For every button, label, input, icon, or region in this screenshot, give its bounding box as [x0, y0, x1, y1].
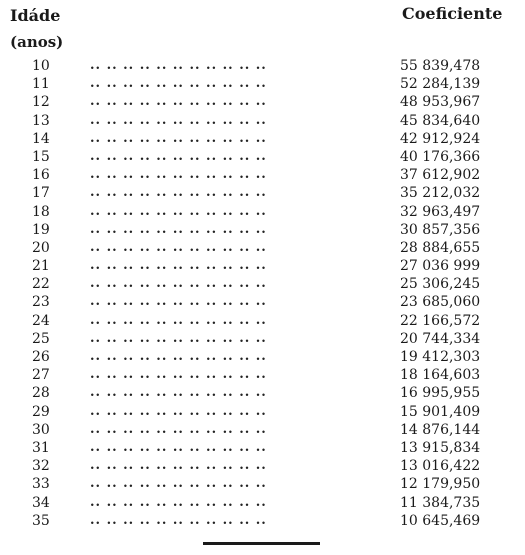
- coefficient-value: 10 645,469: [400, 512, 481, 529]
- dot-leader: .. .. .. .. .. .. .. .. .. .. ..: [90, 58, 267, 73]
- age-value: 34: [32, 494, 50, 511]
- age-value: 20: [32, 239, 50, 256]
- table-row: [0, 148, 525, 166]
- dot-leader: .. .. .. .. .. .. .. .. .. .. ..: [90, 385, 267, 401]
- dot-leader: .. .. .. .. .. .. .. .. .. .. ..: [90, 148, 267, 164]
- age-value: 33: [32, 476, 50, 493]
- coefficient-value: 15 901,409: [400, 403, 481, 420]
- table-row: [0, 203, 525, 221]
- dot-leader: .. .. .. .. .. .. .. .. .. .. ..: [90, 421, 267, 437]
- age-value: 25: [32, 330, 50, 347]
- closing-rule: [203, 542, 320, 545]
- coefficient-value: 28 884,655: [400, 239, 481, 256]
- coefficient-value: 35 212,032: [400, 185, 481, 202]
- age-value: 19: [32, 221, 50, 238]
- coefficient-value: 40 176,366: [400, 148, 481, 165]
- dot-leader: .. .. .. .. .. .. .. .. .. .. ..: [90, 476, 267, 492]
- coefficient-value: 37 612,902: [400, 167, 481, 184]
- table-row: [0, 330, 525, 348]
- table-row: [0, 221, 525, 239]
- coefficient-value: 45 834,640: [400, 112, 481, 129]
- age-value: 18: [32, 203, 50, 220]
- age-column-header: Idáde: [10, 6, 61, 25]
- dot-leader: .. .. .. .. .. .. .. .. .. .. ..: [90, 76, 267, 92]
- table-row: [0, 130, 525, 148]
- age-value: 24: [32, 312, 50, 329]
- table-row: [0, 475, 525, 493]
- coefficient-value: 42 912,924: [400, 130, 481, 147]
- dot-leader: .. .. .. .. .. .. .. .. .. .. ..: [90, 167, 267, 183]
- coefficient-value: 11 384,735: [400, 494, 481, 511]
- dot-leader: .. .. .. .. .. .. .. .. .. .. ..: [90, 330, 267, 346]
- table-row: [0, 57, 525, 75]
- table-row: [0, 457, 525, 475]
- table-row: [0, 348, 525, 366]
- dot-leader: .. .. .. .. .. .. .. .. .. .. ..: [90, 294, 267, 310]
- coefficient-value: 13 016,422: [400, 458, 481, 475]
- age-unit-label: (anos): [10, 33, 64, 51]
- age-value: 30: [32, 421, 50, 438]
- coefficient-value: 20 744,334: [400, 330, 481, 347]
- coefficient-value: 14 876,144: [400, 421, 481, 438]
- age-value: 15: [32, 148, 50, 165]
- table-row: [0, 439, 525, 457]
- table-row: [0, 421, 525, 439]
- coefficient-value: 27 036 999: [400, 258, 481, 275]
- age-value: 35: [32, 512, 50, 529]
- table-row: [0, 293, 525, 311]
- table-row: [0, 239, 525, 257]
- coefficient-value: 13 915,834: [400, 439, 481, 456]
- coefficient-value: 52 284,139: [400, 76, 481, 93]
- coefficient-value: 19 412,303: [400, 349, 481, 365]
- table-row: [0, 403, 525, 421]
- dot-leader: .. .. .. .. .. .. .. .. .. .. ..: [90, 239, 267, 255]
- age-value: 11: [32, 76, 50, 93]
- dot-leader: .. .. .. .. .. .. .. .. .. .. ..: [90, 130, 267, 146]
- dot-leader: .. .. .. .. .. .. .. .. .. .. ..: [90, 458, 267, 474]
- coefficient-value: 16 995,955: [400, 385, 481, 402]
- age-value: 14: [32, 130, 50, 147]
- table-row: [0, 257, 525, 275]
- table-row: [0, 166, 525, 184]
- dot-leader: .. .. .. .. .. .. .. .. .. .. ..: [90, 367, 267, 383]
- coefficient-value: 12 179,950: [400, 476, 481, 493]
- dot-leader: .. .. .. .. .. .. .. .. .. .. ..: [90, 403, 267, 419]
- dot-leader: .. .. .. .. .. .. .. .. .. .. ..: [90, 349, 267, 364]
- dot-leader: .. .. .. .. .. .. .. .. .. .. ..: [90, 512, 267, 528]
- age-value: 13: [32, 112, 50, 129]
- age-value: 32: [32, 458, 50, 475]
- coefficient-value: 48 953,967: [400, 94, 481, 111]
- table-row: [0, 366, 525, 384]
- table-row: [0, 494, 525, 512]
- coefficient-value: 23 685,060: [400, 294, 481, 311]
- coefficient-column-header: Coeficiente: [402, 4, 503, 23]
- dot-leader: .. .. .. .. .. .. .. .. .. .. ..: [90, 221, 267, 237]
- age-value: 26: [32, 349, 50, 365]
- table-row: [0, 75, 525, 93]
- table-row: [0, 93, 525, 111]
- table-row: [0, 112, 525, 130]
- coefficient-value: 32 963,497: [400, 203, 481, 220]
- age-value: 16: [32, 167, 50, 184]
- coefficient-value: 30 857,356: [400, 221, 481, 238]
- table-row: [0, 312, 525, 330]
- dot-leader: .. .. .. .. .. .. .. .. .. .. ..: [90, 203, 267, 219]
- coefficient-table: [0, 57, 525, 530]
- table-row: [0, 275, 525, 293]
- age-value: 23: [32, 294, 50, 311]
- age-value: 10: [32, 58, 50, 74]
- dot-leader: .. .. .. .. .. .. .. .. .. .. ..: [90, 494, 267, 510]
- age-value: 22: [32, 276, 50, 293]
- dot-leader: .. .. .. .. .. .. .. .. .. .. ..: [90, 439, 267, 455]
- table-row: [0, 384, 525, 402]
- age-value: 31: [32, 439, 50, 456]
- age-value: 29: [32, 403, 50, 420]
- dot-leader: .. .. .. .. .. .. .. .. .. .. ..: [90, 276, 267, 292]
- age-value: 27: [32, 367, 50, 384]
- coefficient-value: 55 839,478: [400, 58, 481, 74]
- age-value: 21: [32, 258, 50, 275]
- age-value: 12: [32, 94, 50, 111]
- coefficient-value: 22 166,572: [400, 312, 481, 329]
- table-row: [0, 184, 525, 202]
- table-row: [0, 512, 525, 530]
- coefficient-value: 25 306,245: [400, 276, 481, 293]
- dot-leader: .. .. .. .. .. .. .. .. .. .. ..: [90, 258, 267, 274]
- dot-leader: .. .. .. .. .. .. .. .. .. .. ..: [90, 94, 267, 110]
- coefficient-value: 18 164,603: [400, 367, 481, 384]
- age-value: 28: [32, 385, 50, 402]
- dot-leader: .. .. .. .. .. .. .. .. .. .. ..: [90, 312, 267, 328]
- dot-leader: .. .. .. .. .. .. .. .. .. .. ..: [90, 112, 267, 128]
- age-value: 17: [32, 185, 50, 202]
- dot-leader: .. .. .. .. .. .. .. .. .. .. ..: [90, 185, 267, 201]
